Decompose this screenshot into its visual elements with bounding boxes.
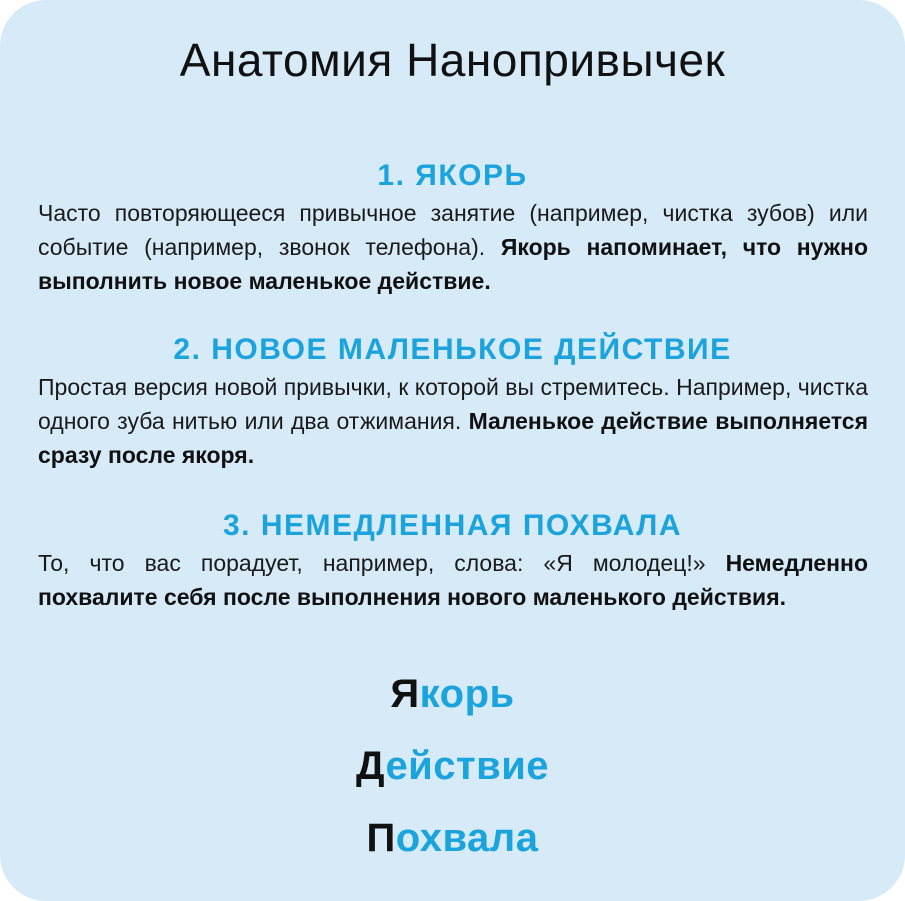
acronym-action — [0, 742, 905, 790]
acronym-anchor-rest: корь — [419, 672, 515, 716]
section-body-new-action-normal: Простая версия новой привычки, к которой вы стремитесь. Например, чистка одного зуба нитью или два отжимания. — [38, 374, 868, 434]
section-body-anchor-bold: Якорь напоминает, что нужно выполнить новое маленькое действие. — [38, 234, 869, 294]
section-body-anchor — [38, 196, 868, 298]
section-heading-new-action: 2. НОВОЕ МАЛЕНЬКОЕ ДЕЙСТВИЕ — [173, 333, 732, 366]
acronym-anchor — [0, 670, 905, 718]
section-body-new-action-bold: Маленькое действие выполняется сразу после якоря. — [38, 408, 868, 468]
section-body-praise — [38, 546, 868, 614]
section-heading-praise: 3. НЕМЕДЛЕННАЯ ПОХВАЛА — [222, 509, 683, 542]
section-heading-anchor: 1. ЯКОРЬ — [377, 159, 528, 192]
acronym-praise-rest: охвала — [395, 816, 539, 860]
acronym-praise-initial: П — [366, 816, 396, 860]
section-body-anchor-normal: Часто повторяющееся привычное занятие (например, чистка зубов) или событие (например, звонок телефона). — [38, 200, 868, 260]
section-body-praise-normal: То, что вас порадует, например, слова: «Я молодец!» — [38, 550, 726, 576]
section-body-new-action — [38, 370, 868, 472]
acronym-praise — [0, 814, 905, 862]
section-body-praise-bold: Немедленно похвалите себя после выполнения нового маленького действия. — [38, 550, 868, 610]
acronym-action-rest: ействие — [385, 744, 550, 788]
acronym-anchor-initial: Я — [390, 672, 420, 716]
acronym-action-initial: Д — [355, 744, 386, 788]
page-title: Анатомия Нанопривычек — [179, 34, 726, 86]
